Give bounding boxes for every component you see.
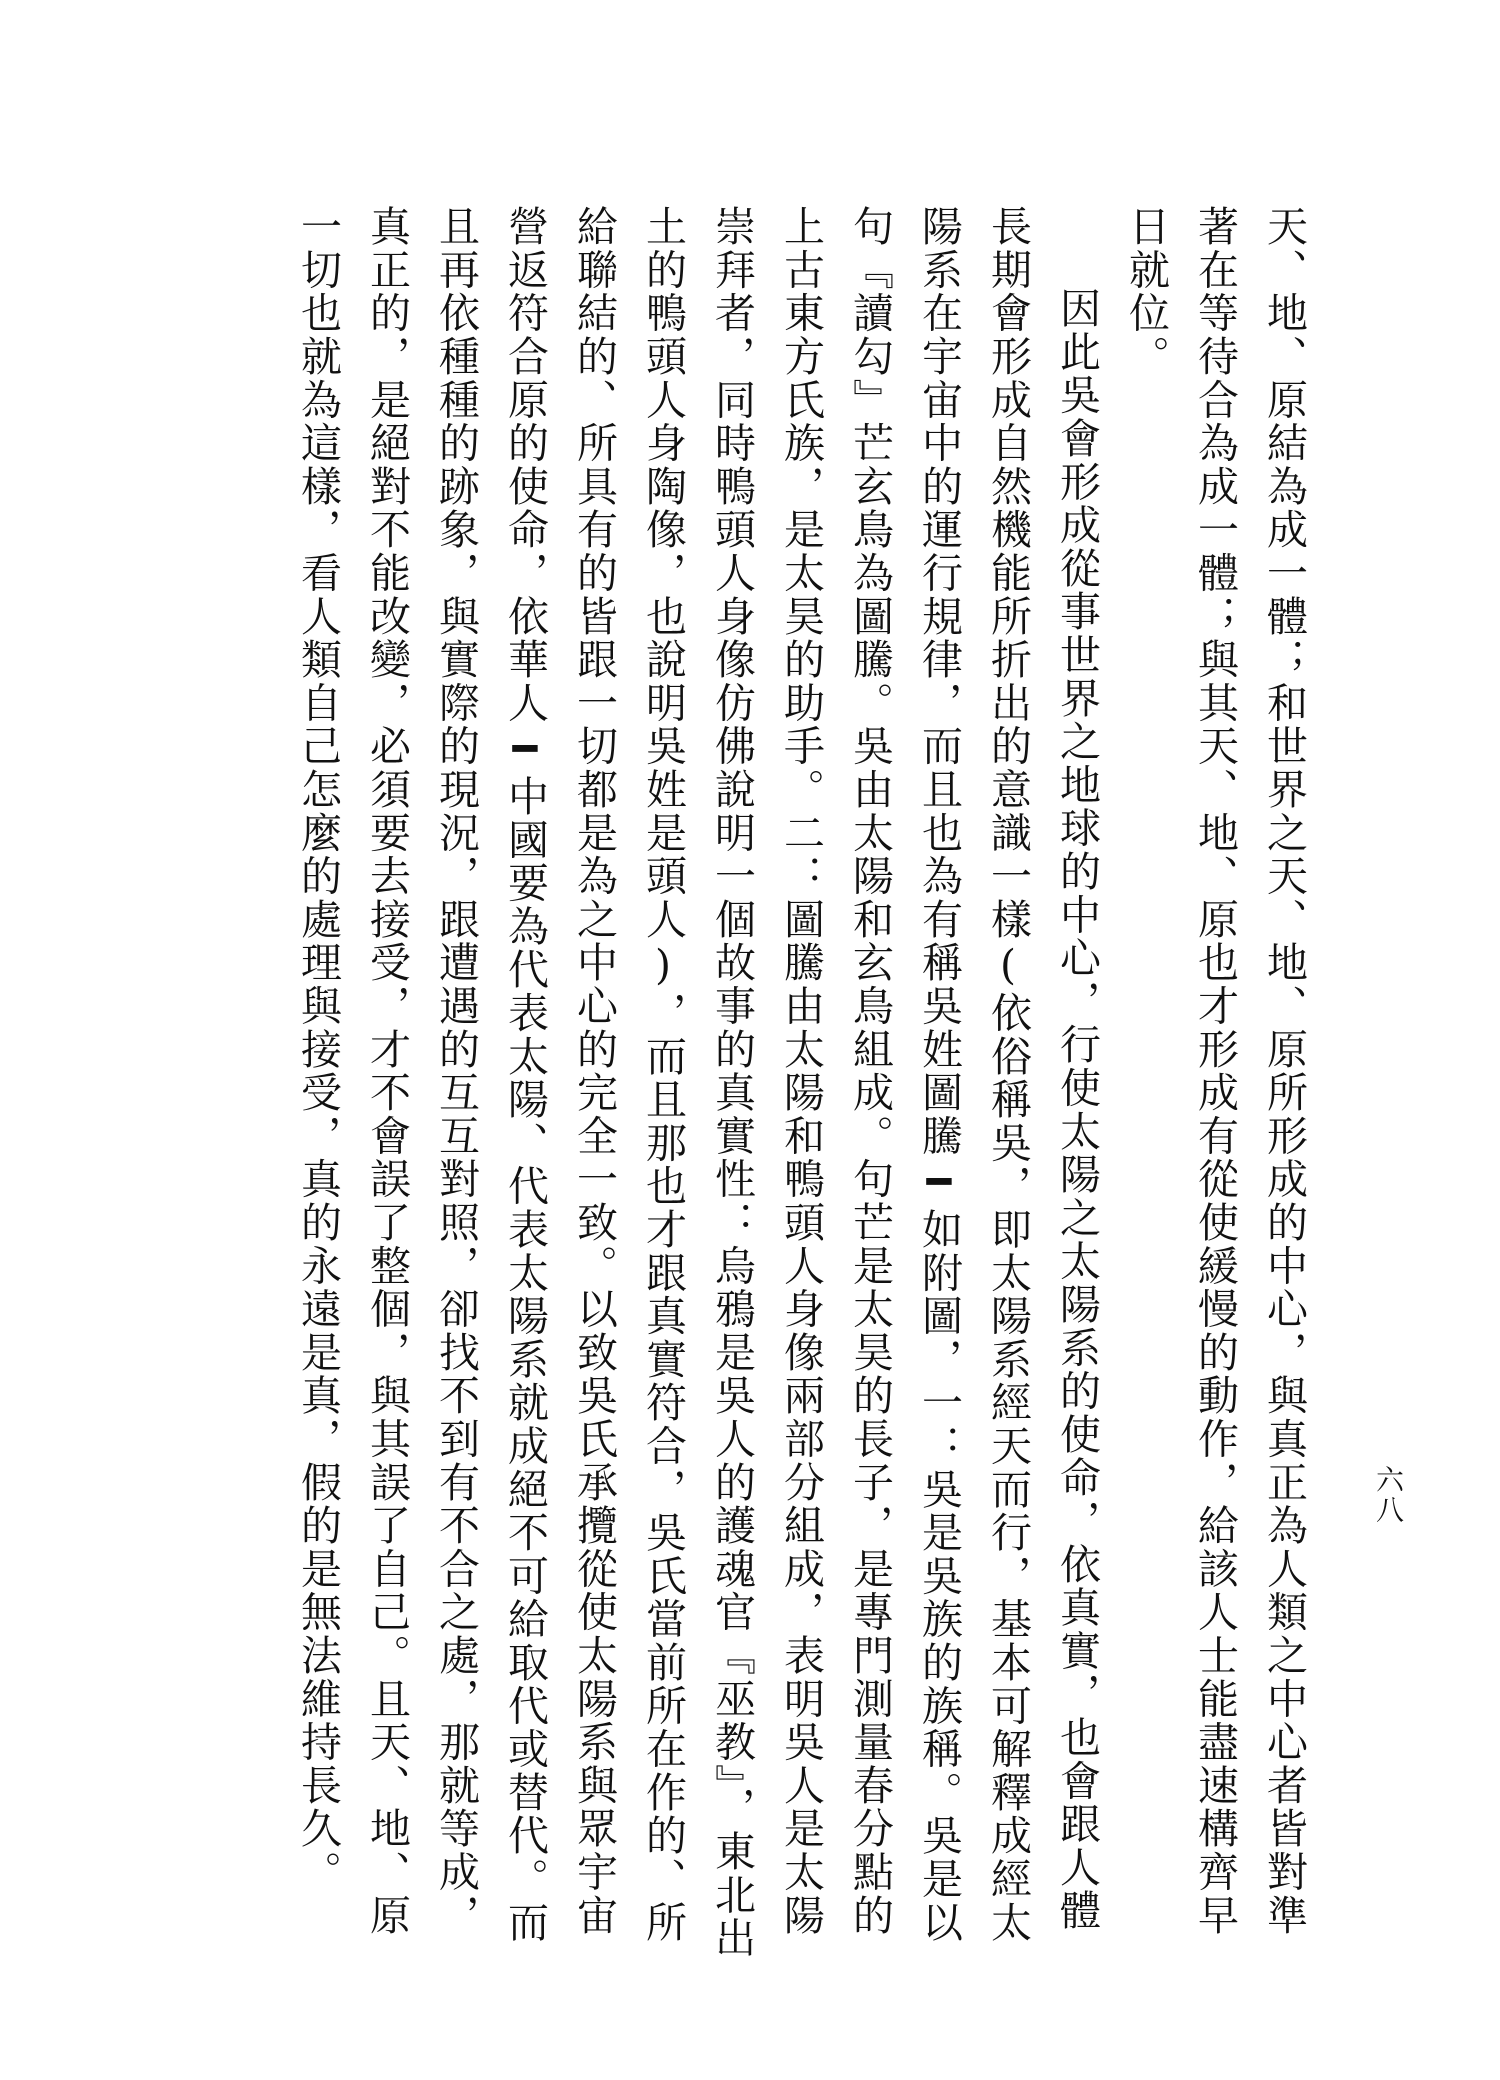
paragraph-continued: 天、地、原結為成一體；和世界之天、地、原所形成的中心，與真正為人類之中心者皆對準著在等待合為成一體；與其天、地、原也才形成有從使緩慢的動作，給該人士能盡速構齊早日就位。 (1122, 205, 1308, 1937)
page-number: 六八 (1372, 1465, 1405, 1525)
paragraph-main: 因此吳會形成從事世界之地球的中心，行使太陽之太陽系的使命，依真實，也會跟人體長期會形成自然機能所折出的意識一樣(依俗稱吳，即太陽系經天而行，基本可解釋成經太陽系在宇宙中的運行規律，而且也為有稱吳姓圖騰━如附圖，一：吳是吳族的族稱。吳是以句『讀勾』芒玄鳥為圖騰。吳由太陽和玄鳥組成。句芒是太昊的長子，是專門測量春分點的上古東方氏族，是太昊的助手。二：圖騰由太陽和鴨頭人身像兩部分組成，表明吳人是太陽崇拜者，同時鴨頭人身像仿佛說明一個故事的真實性：烏鴉是吳人的護魂官『巫教』，東北出土的鴨頭人身陶像，也說明吳姓是頭人)，而且那也才跟真實符合，吳氏當前所在作的、所給聯結的、所具有的皆跟一切都是為之中心的完全一致。以致吳氏承攬從使太陽系與眾宇宙營返符合原的使命，依華人━中國要為代表太陽、代表太陽系就成絕不可給取代或替代。而且再依種種的跡象，與實際的現況，跟遭遇的互互對照，卻找不到有不合之處，那就等成，真正的，是絕對不能改變，必須要去接受，才不會誤了整個，與其誤了自己。且天、地、原一切也就為這樣，看人類自己怎麼的處理與接受，真的永遠是真，假的是無法維持長久。 (294, 205, 1101, 1960)
body-text (283, 205, 1318, 1965)
